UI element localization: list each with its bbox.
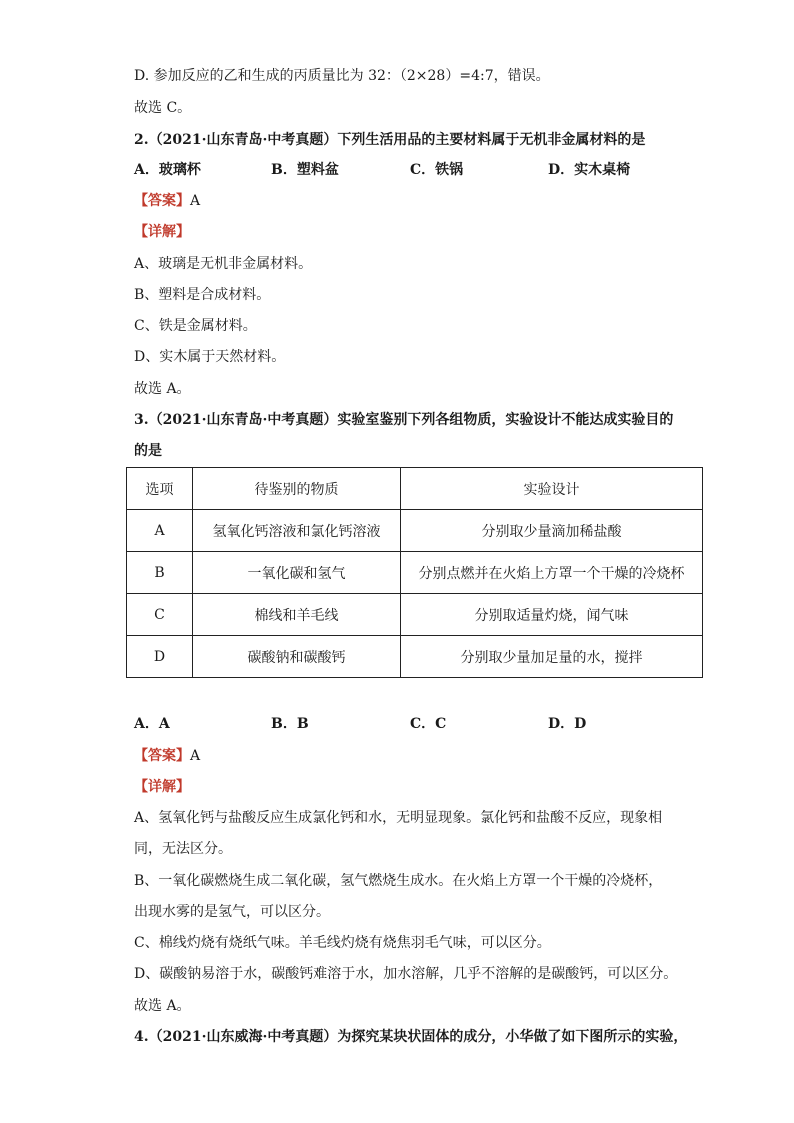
q3-detail-line: A、氢氧化钙与盐酸反应生成氯化钙和水，无明显现象。氯化钙和盐酸不反应，现象相 [134, 810, 663, 826]
q3-detail-line: D、碳酸钠易溶于水，碳酸钙难溶于水，加水溶解，几乎不溶解的是碳酸钙，可以区分。 [134, 966, 678, 982]
q2-option-a: A．玻璃杯 [134, 162, 201, 178]
q3-detail-line: B、一氧化碳燃烧生成二氧化碳，氢气燃烧生成水。在火焰上方罩一个干燥的冷烧杯， [134, 873, 663, 889]
table-cell: 棉线和羊毛线 [193, 594, 401, 636]
q4-stem-text: .（2021·山东威海·中考真题）为探究某块状固体的成分，小华做了如下图所示的实验， [143, 1029, 688, 1045]
detail-tag: 【详解】 [134, 224, 190, 240]
table-cell: 一氧化碳和氢气 [193, 552, 401, 594]
q3-stem-text: .（2021·山东青岛·中考真题）实验室鉴别下列各组物质，实验设计不能达成实验目的 [143, 412, 674, 428]
table-cell: B [127, 552, 193, 594]
q3-stem-line1 [134, 410, 673, 430]
table-header-cell: 实验设计 [401, 468, 703, 510]
q1-option-d-explanation: D. 参加反应的乙和生成的丙质量比为 32：（2×28）=4:7，错误。 [134, 68, 550, 84]
table-cell: 分别取适量灼烧，闻气味 [401, 594, 703, 636]
q3-option-a: A．A [134, 716, 170, 732]
table-cell: 分别取少量加足量的水，搅拌 [401, 636, 703, 678]
detail-tag: 【详解】 [134, 779, 190, 795]
table-row [127, 636, 703, 678]
q3-option-d: D．D [548, 716, 587, 732]
table-cell: 氢氧化钙溶液和氯化钙溶液 [193, 510, 401, 552]
table-cell: 分别取少量滴加稀盐酸 [401, 510, 703, 552]
table-cell: A [127, 510, 193, 552]
q2-option-d: D．实木桌椅 [548, 162, 631, 178]
table-row [127, 510, 703, 552]
q1-conclusion: 故选 C。 [134, 100, 192, 116]
table-row [127, 594, 703, 636]
q2-detail-line: C、铁是金属材料。 [134, 318, 257, 334]
q2-conclusion: 故选 A。 [134, 381, 191, 397]
answer-tag: 【答案】 [134, 748, 190, 764]
answer-value: A [190, 193, 201, 209]
q2-detail-heading [134, 222, 190, 242]
q2-option-b: B．塑料盆 [271, 162, 339, 178]
q3-detail-line: 出现水雾的是氢气，可以区分。 [134, 904, 330, 920]
answer-tag: 【答案】 [134, 193, 190, 209]
table-cell: 碳酸钠和碳酸钙 [193, 636, 401, 678]
q3-option-b: B．B [271, 716, 309, 732]
q3-number: 3 [134, 412, 144, 428]
q2-stem [134, 130, 645, 150]
table-header-cell: 选项 [127, 468, 193, 510]
q3-answer [134, 746, 200, 766]
q2-detail-line: D、实木属于天然材料。 [134, 349, 286, 365]
q4-number: 4 [134, 1029, 144, 1045]
q3-detail-heading [134, 777, 190, 797]
q2-detail-line: A、玻璃是无机非金属材料。 [134, 256, 313, 272]
q2-number: 2 [134, 132, 144, 148]
table-header-cell: 待鉴别的物质 [193, 468, 401, 510]
q2-stem-text: .（2021·山东青岛·中考真题）下列生活用品的主要材料属于无机非金属材料的是 [143, 132, 646, 148]
q2-detail-line: B、塑料是合成材料。 [134, 287, 271, 303]
q3-stem-line2: 的是 [134, 443, 162, 459]
q4-stem [134, 1027, 687, 1047]
q3-experiment-table [126, 467, 703, 678]
table-cell: C [127, 594, 193, 636]
q2-option-c: C．铁锅 [410, 162, 464, 178]
table-row [127, 552, 703, 594]
table-cell: 分别点燃并在火焰上方罩一个干燥的冷烧杯 [401, 552, 703, 594]
q2-answer [134, 191, 200, 211]
table-header-row [127, 468, 703, 510]
q3-conclusion: 故选 A。 [134, 998, 191, 1014]
q3-option-c: C．C [410, 716, 447, 732]
table-cell: D [127, 636, 193, 678]
q3-detail-line: 同，无法区分。 [134, 841, 232, 857]
answer-value: A [190, 748, 201, 764]
q3-detail-line: C、棉线灼烧有烧纸气味。羊毛线灼烧有烧焦羽毛气味，可以区分。 [134, 935, 551, 951]
